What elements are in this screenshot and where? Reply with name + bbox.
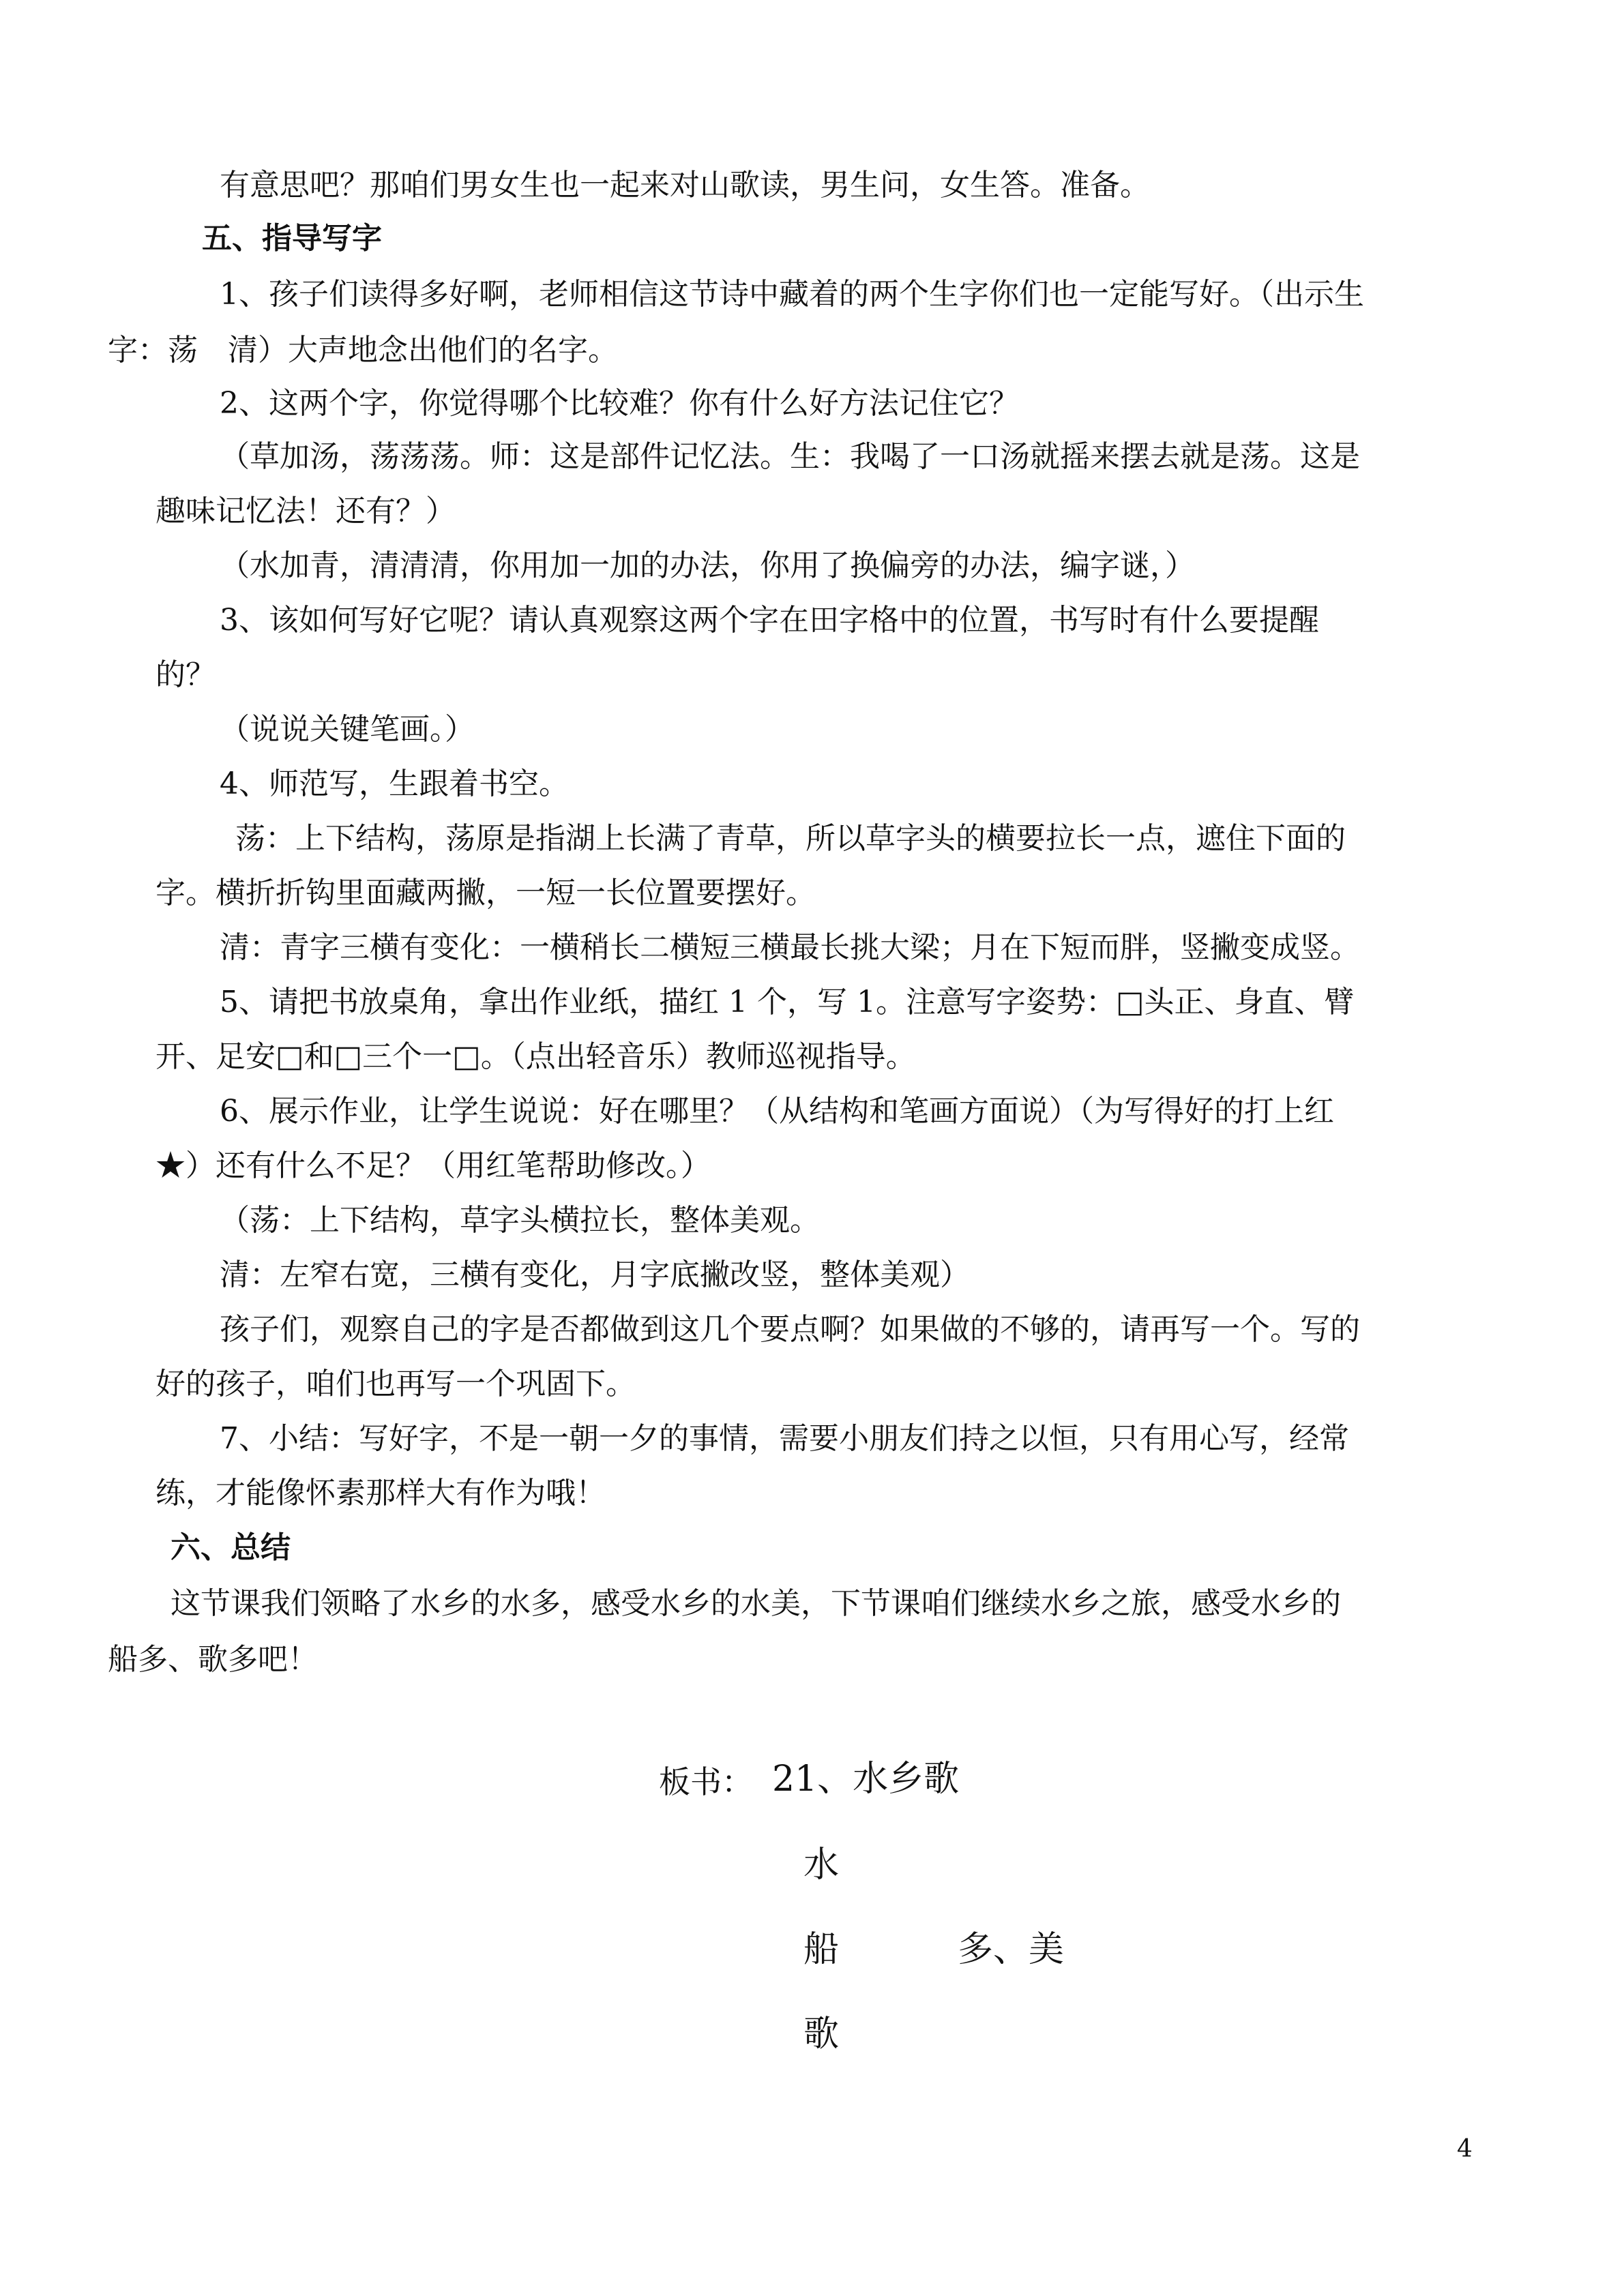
text-line: 4、师范写，生跟着书空。 bbox=[220, 766, 569, 801]
text-line: 清：青字三横有变化：一横稍长二横短三横最长挑大梁；月在下短而胖，竖撇变成竖。 bbox=[220, 930, 1360, 965]
text-line: 字。横折折钩里面藏两撇，一短一长位置要摆好。 bbox=[156, 876, 816, 910]
text-line: （荡：上下结构，草字头横拉长，整体美观。 bbox=[220, 1203, 820, 1238]
page-number: 4 bbox=[1457, 2135, 1473, 2163]
text-line: 有意思吧？那咱们男女生也一起来对山歌读，男生问，女生答。准备。 bbox=[220, 168, 1150, 203]
text-line: （说说关键笔画。） bbox=[220, 712, 475, 747]
text-line: 2、这两个字，你觉得哪个比较难？你有什么好方法记住它？ bbox=[220, 386, 1019, 421]
text-line: ★）还有什么不足？（用红笔帮助修改。） bbox=[156, 1148, 711, 1183]
board-item: 水 bbox=[803, 1845, 840, 1885]
text-line: （水加青，清清清，你用加一加的办法，你用了换偏旁的办法，编字谜，） bbox=[220, 548, 1195, 583]
text-line: 3、该如何写好它呢？请认真观察这两个字在田字格中的位置，书写时有什么要提醒 bbox=[220, 603, 1319, 638]
section-heading: 五、指导写字 bbox=[202, 221, 382, 256]
text-line: 荡：上下结构，荡原是指湖上长满了青草，所以草字头的横要拉长一点，遮住下面的 bbox=[235, 821, 1346, 856]
board-title: 21、水乡歌 bbox=[772, 1759, 960, 1800]
text-line: 好的孩子，咱们也再写一个巩固下。 bbox=[156, 1367, 636, 1401]
text-line: 字：荡 清）大声地念出他们的名字。 bbox=[108, 333, 618, 368]
text-line: 1、孩子们读得多好啊，老师相信这节诗中藏着的两个生字你们也一定能写好。（出示生 bbox=[220, 277, 1364, 312]
board-item: 船 bbox=[803, 1929, 840, 1970]
text-line: 练，才能像怀素那样大有作为哦！ bbox=[156, 1476, 606, 1510]
text-line: 这节课我们领略了水乡的水多，感受水乡的水美，下节课咱们继续水乡之旅，感受水乡的 bbox=[171, 1586, 1341, 1621]
text-line: 6、展示作业，让学生说说：好在哪里？（从结构和笔画方面说）（为写得好的打上红 bbox=[220, 1094, 1334, 1129]
board-summary: 多、美 bbox=[958, 1929, 1065, 1970]
board-label: 板书： bbox=[659, 1763, 753, 1800]
text-line: 清：左窄右宽，三横有变化，月字底撇改竖，整体美观） bbox=[220, 1257, 970, 1292]
text-line: 趣味记忆法！还有？） bbox=[156, 494, 456, 528]
text-line: 5、请把书放桌角，拿出作业纸，描红 1 个，写 1。注意写字姿势：□头正、身直、臂 bbox=[220, 985, 1355, 1019]
board-item: 歌 bbox=[803, 2014, 840, 2055]
section-heading: 六、总结 bbox=[171, 1530, 291, 1565]
text-line: （草加汤，荡荡荡。师：这是部件记忆法。生：我喝了一口汤就摇来摆去就是荡。这是 bbox=[220, 439, 1360, 474]
text-line: 孩子们，观察自己的字是否都做到这几个要点啊？如果做的不够的，请再写一个。写的 bbox=[220, 1312, 1360, 1347]
text-line: 船多、歌多吧！ bbox=[108, 1642, 318, 1677]
text-line: 7、小结：写好字，不是一朝一夕的事情，需要小朋友们持之以恒，只有用心写，经常 bbox=[220, 1421, 1349, 1456]
text-line: 的？ bbox=[156, 657, 216, 692]
text-line: 开、足安□和□三个一□。（点出轻音乐）教师巡视指导。 bbox=[156, 1039, 916, 1074]
